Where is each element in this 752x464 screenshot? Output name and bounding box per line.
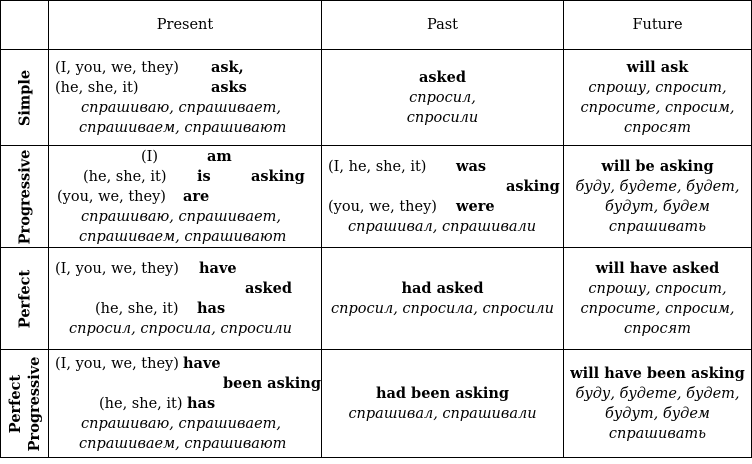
row-label-text: Progressive — [16, 149, 33, 244]
translation: спросите, спросим, — [580, 99, 735, 116]
translation: спрашиваю, спрашивает, — [81, 99, 282, 116]
simple-future-cell — [564, 50, 752, 146]
verb: have — [199, 259, 237, 277]
translation: спросят — [624, 320, 691, 337]
perfect-past-cell — [322, 248, 564, 350]
translation: буду, будете, будет, — [575, 385, 740, 402]
row-label-line: Progressive — [25, 356, 43, 451]
translation: спрашиваем, спрашивают — [79, 435, 287, 452]
simple-present-cell — [49, 50, 322, 146]
simple-past-cell — [322, 50, 564, 146]
translation: спросил, спросила, спросили — [69, 320, 292, 337]
translation: буду, будете, будет, — [575, 178, 740, 195]
pronoun: (I, you, we, they) — [55, 355, 179, 372]
verb: has — [187, 394, 216, 412]
row-label-text: Perfect — [16, 269, 33, 328]
header-past: Past — [322, 1, 564, 50]
verb-form: will be asking — [601, 157, 714, 175]
verb: am — [207, 147, 232, 165]
progressive-past-cell — [322, 146, 564, 248]
perfect-future-cell — [564, 248, 752, 350]
main-verb: asking — [506, 177, 560, 195]
row-label-perfect-progressive — [1, 350, 49, 458]
pronoun: (you, we, they) — [57, 188, 166, 205]
pronoun: (he, she, it) — [83, 168, 167, 185]
progressive-present-cell — [49, 146, 322, 248]
main-verb: been asking — [223, 374, 321, 392]
verb-form: asked — [419, 68, 466, 86]
verb-form: will have asked — [595, 259, 720, 277]
pronoun: (I, you, we, they) — [55, 260, 179, 277]
translation: спрашивал, спрашивали — [348, 218, 537, 235]
pronoun: (I, you, we, they) — [55, 59, 179, 76]
translation: спрошу, спросит, — [588, 280, 727, 297]
verb: were — [456, 197, 495, 215]
verb: ask, — [211, 58, 244, 76]
header-present: Present — [49, 1, 322, 50]
row-label-text — [6, 356, 44, 451]
row-label-simple — [1, 50, 49, 146]
pronoun: (you, we, they) — [328, 198, 437, 215]
translation: спрашиваем, спрашивают — [79, 228, 287, 245]
pronoun: (I, he, she, it) — [328, 158, 427, 175]
verb: has — [197, 299, 226, 317]
verb-form: had asked — [401, 279, 484, 297]
translation: спрашиваем, спрашивают — [79, 119, 287, 136]
header-future: Future — [564, 1, 752, 50]
main-verb: asking — [251, 167, 305, 185]
verb: have — [183, 354, 221, 372]
pronoun: (I) — [141, 148, 159, 165]
row-progressive — [1, 146, 752, 248]
perfect-progressive-past-cell — [322, 350, 564, 458]
verb-form: had been asking — [375, 384, 510, 402]
perfect-progressive-future-cell — [564, 350, 752, 458]
translation: будут, будем — [605, 198, 710, 215]
row-perfect — [1, 248, 752, 350]
translation: будут, будем — [605, 405, 710, 422]
pronoun: (he, she, it) — [99, 395, 183, 412]
header-row — [1, 1, 752, 50]
translation: спрашивать — [608, 425, 707, 442]
translation: спросил, спросила, спросили — [331, 300, 554, 317]
translation: спросят — [624, 119, 691, 136]
row-perfect-progressive — [1, 350, 752, 458]
translation: спросил, — [409, 89, 476, 106]
verb-form: will have been asking — [570, 364, 745, 382]
translation: спрашивать — [608, 218, 707, 235]
row-label-progressive — [1, 146, 49, 248]
corner-cell — [1, 1, 49, 50]
translation: спросите, спросим, — [580, 300, 735, 317]
perfect-progressive-present-cell — [49, 350, 322, 458]
verb: is — [197, 167, 211, 185]
translation: спросили — [406, 109, 479, 126]
translation: спрашиваю, спрашивает, — [81, 208, 282, 225]
verb: are — [183, 187, 210, 205]
pronoun: (he, she, it) — [95, 300, 179, 317]
translation: спрашивал, спрашивали — [348, 405, 537, 422]
verb-form: will ask — [626, 58, 689, 76]
translation: спрошу, спросит, — [588, 79, 727, 96]
perfect-present-cell — [49, 248, 322, 350]
row-simple — [1, 50, 752, 146]
progressive-future-cell — [564, 146, 752, 248]
row-label-text: Simple — [16, 69, 33, 126]
verb: was — [456, 157, 487, 175]
row-label-line: Perfect — [6, 374, 24, 433]
main-verb: asked — [245, 279, 292, 297]
translation: спрашиваю, спрашивает, — [81, 415, 282, 432]
row-label-perfect — [1, 248, 49, 350]
pronoun: (he, she, it) — [55, 79, 139, 96]
verb: asks — [211, 78, 247, 96]
